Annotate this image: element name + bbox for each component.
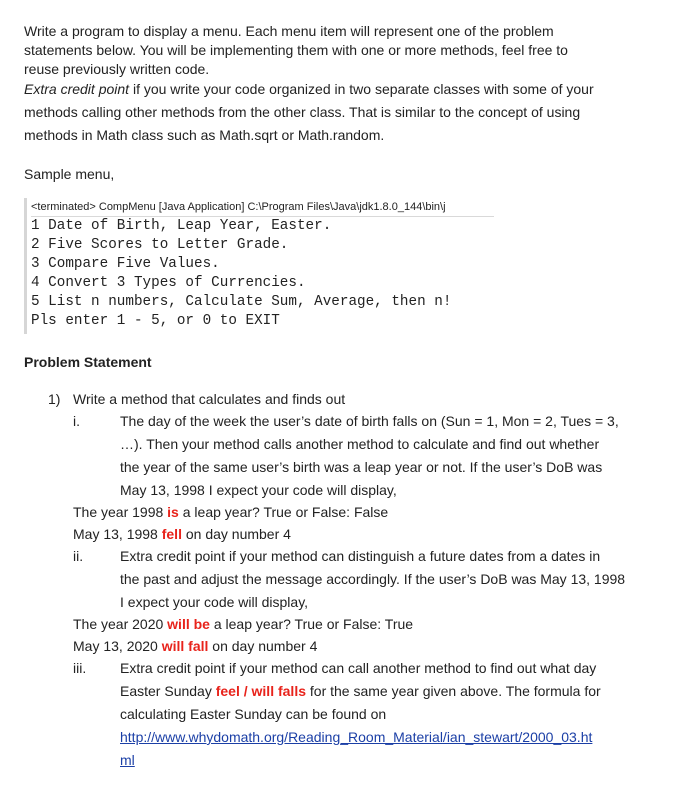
item-i-line-1: The day of the week the user’s date of birth falls on (Sun = 1, Mon = 2, Tues = 3, bbox=[120, 413, 619, 429]
easter-link[interactable] bbox=[120, 726, 592, 748]
roman-marker-iii: iii. bbox=[73, 660, 87, 676]
intro-line-5: methods calling other methods from the other class. That is similar to the concept of using bbox=[24, 104, 581, 120]
console-header: <terminated> CompMenu [Java Application] C:\Program Files\Java\jdk1.8.0_144\bin\j bbox=[31, 200, 494, 217]
text: May 13, 2020 bbox=[73, 638, 162, 654]
expected-output-4 bbox=[73, 635, 317, 657]
item-ii-line-2: the past and adjust the message accordingly. If the user’s DoB was May 13, 1998 bbox=[120, 571, 626, 587]
text: The year 1998 bbox=[73, 504, 168, 520]
expected-output-3 bbox=[73, 613, 413, 635]
item-iii-line-1: Extra credit point if your method can call another method to find out what day bbox=[120, 660, 597, 676]
highlight: fell bbox=[161, 526, 182, 542]
text: a leap year? True or False: True bbox=[209, 616, 414, 632]
text: The year 2020 bbox=[73, 616, 168, 632]
text: a leap year? True or False: False bbox=[178, 504, 389, 520]
easter-link-part-2[interactable]: ml bbox=[120, 752, 135, 768]
extra-credit-label: Extra credit point bbox=[24, 81, 130, 97]
item-iii-line-2 bbox=[120, 680, 601, 702]
item-i-line-2: …). Then your method calls another method to calculate and find out whether bbox=[120, 436, 600, 452]
sample-menu-label: Sample menu, bbox=[24, 166, 115, 182]
intro-line-4 bbox=[24, 78, 594, 100]
intro-line-4-rest: if you write your code organized in two separate classes with some of your bbox=[129, 81, 594, 97]
item-i-line-4: May 13, 1998 I expect your code will display, bbox=[120, 482, 397, 498]
item-i-line-3: the year of the same user’s birth was a leap year or not. If the user’s DoB was bbox=[120, 459, 603, 475]
highlight: will fall bbox=[161, 638, 209, 654]
text: May 13, 1998 bbox=[73, 526, 162, 542]
problem-heading: Problem Statement bbox=[24, 354, 152, 370]
intro-line-1: Write a program to display a menu. Each menu item will represent one of the problem bbox=[24, 23, 554, 39]
highlight: will be bbox=[167, 616, 210, 632]
console-line: 4 Convert 3 Types of Currencies. bbox=[31, 275, 306, 291]
console-line: 1 Date of Birth, Leap Year, Easter. bbox=[31, 218, 332, 234]
problem-text: Write a method that calculates and finds out bbox=[73, 391, 346, 407]
item-ii-line-1: Extra credit point if your method can distinguish a future dates from a dates in bbox=[120, 548, 601, 564]
item-iii-line-3: calculating Easter Sunday can be found on bbox=[120, 706, 387, 722]
highlight: is bbox=[167, 504, 179, 520]
console-line: 5 List n numbers, Calculate Sum, Average, then n! bbox=[31, 294, 452, 310]
highlight: feel / will falls bbox=[215, 683, 306, 699]
item-ii-line-3: I expect your code will display, bbox=[120, 594, 309, 610]
roman-marker-ii: ii. bbox=[73, 548, 84, 564]
text: on day number 4 bbox=[181, 526, 291, 542]
intro-line-6: methods in Math class such as Math.sqrt or Math.random. bbox=[24, 127, 385, 143]
intro-line-3: reuse previously written code. bbox=[24, 61, 210, 77]
roman-marker-i: i. bbox=[73, 413, 80, 429]
expected-output-1 bbox=[73, 501, 388, 523]
expected-output-2 bbox=[73, 523, 291, 545]
easter-link-continued[interactable] bbox=[120, 749, 135, 771]
console-line: Pls enter 1 - 5, or 0 to EXIT bbox=[31, 313, 280, 329]
console-line: 3 Compare Five Values. bbox=[31, 256, 220, 272]
text: Easter Sunday bbox=[120, 683, 216, 699]
problem-number: 1) bbox=[48, 391, 61, 407]
console-line: 2 Five Scores to Letter Grade. bbox=[31, 237, 289, 253]
intro-line-2: statements below. You will be implementing them with one or more methods, feel free to bbox=[24, 42, 568, 58]
text: for the same year given above. The formula for bbox=[306, 683, 601, 699]
console-output bbox=[24, 198, 494, 334]
easter-link-part-1[interactable]: http://www.whydomath.org/Reading_Room_Material/ian_stewart/2000_03.ht bbox=[120, 729, 593, 745]
text: on day number 4 bbox=[208, 638, 318, 654]
